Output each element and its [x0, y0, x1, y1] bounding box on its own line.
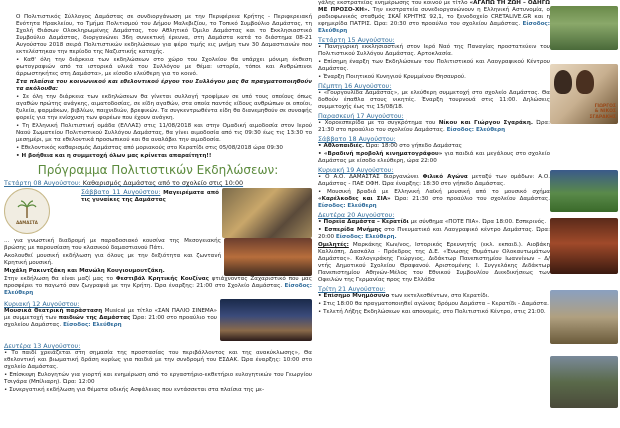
campaign-details: Την εκστρατεία συνεδιοργανώνουν η Ελληνική Αστυνομία, ο ραδιοφωνικός σταθμός ΣΚΑΪ ΚΡΗΤΗΣ 92,1, το ξενοδοχείο CRETALIVE.GR και η εφημερίδα ΠΑΤΡΙΣ. Ώρα: 20:30 στο προαύλιο του σχολείου Δαμάστας. — [318, 7, 550, 27]
march-photo — [550, 290, 618, 344]
day-15-bullet3: • Έναρξη Ποιητικού Κυνηγιού Κρυμμένου Θησαυρού. — [318, 74, 466, 80]
day-19-match: Φιλικό Αγώνα — [422, 174, 468, 180]
day-title-08 — [4, 179, 312, 187]
middle-column — [318, 0, 550, 428]
day-19-time: Ώρα: 21:30 στο προαύλιο του σχολείου Δαμάστας. — [394, 196, 550, 202]
day-11-title-line — [81, 188, 219, 204]
day-20-bullet1 — [318, 219, 550, 226]
day-12-children: παιδιών της Δαμάστας — [58, 315, 131, 321]
bullet-help-needed: • Η βοήθεια και η συμμετοχή όλων μας κρίνεται απαραίτητη!! — [16, 153, 212, 159]
day-21-bullet2: • Στις 18:00 θα πραγματοποιηθεί αγώνας δρόμου Δαμάστα – Κερατίδι - Δαμάστα. — [318, 301, 549, 307]
program-title: Πρόγραμμα Πολιτιστικών Εκδηλώσεων: — [37, 163, 279, 177]
right-photo-column — [550, 0, 620, 428]
poster-line-2: & ΝΙΚΟΣ — [594, 109, 616, 114]
day-19-match-text: μεταξύ των ομάδων: Α.Ο. Δαμάστας - ΠΑΕ ΟΦΗ. Ώρα έναρξης: 18:30 στο γήπεδο Δαμάστας. — [318, 174, 550, 187]
day-12-entry: Είσοδος: Ελεύθερη — [63, 322, 122, 328]
day-21-memorial-text: των εκτελεσθέντων, στο Κερατίδι. — [391, 293, 490, 299]
day-20-march: • Πορεία Δαμάστα – Κερατίδι — [318, 219, 409, 225]
day-11-bold: Μαγειρέματα από τις γυναίκες της Δαμάστας — [81, 190, 220, 203]
day-11-text-row — [4, 238, 312, 276]
theatre-photo — [220, 299, 312, 341]
day-title-11: Σάββατο 11 Αυγούστου: — [81, 188, 161, 196]
musicians-photo — [224, 238, 312, 276]
day-11-entry: Είσοδος: Ελεύθερη — [4, 283, 312, 296]
day-17-text — [318, 120, 550, 134]
social-work-heading: Στα πλαίσια του κοινωνικού και εθελοντικού έργου του Συλλόγου μας θα πραγματοποιηθούν τα ακόλουθα: — [16, 79, 312, 92]
day-20-memorial: • Εσπερίδα Μνήμης — [318, 227, 382, 233]
day-title-08-label: Τετάρτη 08 Αυγούστου: — [4, 179, 81, 187]
day-20-speakers — [318, 242, 550, 284]
festival-text: φτιάχνοντας Ζαχαριστικό που μας προσφέρει το παγωτό σαν ζωγραφιά με την Κρήτη. Ώρα έναρξης: 21:00 στο Σχολείο Δαμάστας. — [4, 276, 312, 289]
day-13-bullet2: • Επίσκεψη Ευλογητών για γιορτή και ενημέρωση από το εργαστήριο-εκθετήριο ευλογητικών του Γεωργίου Τσιγάρα (Μπίλιαρη). Ώρα: 12:00 — [4, 372, 312, 385]
day-title-21: Τρίτη 21 Αυγούστου: — [318, 285, 386, 293]
speakers-list: Μαρκάκης Κων/νος, Ιστορικός Ερευνητής (εκλ. εκπαιδ.). Αιοβάκη Καλλιόπη, Δασκάλα · Πρόεδρος της Δ.Ε. «Ένωσης Θυμάτων Ολοκαυτωμάτων Δαμάστας». Καλογεράκης Γεώργιος, Διδάκτωρ Πανεπιστημίου Ιωαννίνων – Δ/ντής Δημοτικού Σχολείου Θραψανού. Αριστομένης Ι. Συγγελάκης Διδάκτωρ Πανεπιστημίου Αθηνών-Μέλος του Εθνικού Συμβουλίου Διεκδικήσεως των Οφειλών της Γερμανίας προς την Ελλάδα — [318, 242, 550, 283]
left-column — [4, 0, 312, 428]
festival-name: Φεστιβάλ Κρητικής Κουζίνας — [115, 276, 209, 282]
speakers-label: Ομιλητές: — [318, 242, 349, 248]
day-11-text: ... για γνωστική διαδρομή με παραδοσιακό κουσίνα της Μεσογειακής βρώσης με παρουσίαση του κλασικού δαμαστιανού Πάτι. — [4, 238, 221, 251]
association-logo — [4, 188, 50, 234]
musician-portrait-1 — [554, 70, 572, 94]
day-18-cinema-text: για παιδιά και μεγάλους στο σχολείο Δαμάστας με είσοδο ελεύθερη, ώρα 22:00 — [318, 151, 550, 164]
band-poster — [550, 64, 618, 124]
day-19-bullet2 — [318, 189, 550, 210]
day-19-bullet1 — [318, 174, 550, 188]
day-title-17: Παρασκευή 17 Αυγούστου: — [318, 112, 404, 120]
day-20-bullet2 — [318, 227, 550, 241]
day-title-19: Κυριακή 19 Αυγούστου: — [318, 166, 394, 174]
day-17-entry: Είσοδος: Ελεύθερη — [446, 127, 506, 133]
day-16-text: • «Γουργουλίδα Δαμάστας», με ελεύθερη συμμετοχή στο σχολείο Δαμάστας. Θα δοθούν έπαθλα στους νικητές. Έναρξη τουρνουά στις 11:00. Δηλώσεις συμμετοχής έως τις 15/08/18. — [318, 90, 550, 110]
day-18-bullet2 — [318, 151, 550, 165]
day-19-org: • Ο Α.Ο. ΔΑΜΑΣΤΑΣ διοργανώνει — [318, 174, 419, 180]
day-11-block — [4, 188, 312, 238]
campaign-entry: Είσοδος: Ελεύθερη — [318, 21, 550, 34]
bullet-cleanup: • Εθελοντικός καθαρισμός Δαμάστας από μοριακούς στο Κερατίδι στις 05/08/2018 ώρα 09:30 — [16, 145, 283, 151]
memorial-photo — [550, 356, 618, 408]
day-17-intro: • Χοροεσπερίδα με το συγκρότημα του — [318, 120, 436, 126]
day-11-musicians: Μιχάλη Ρακιντζάκη και Μανώλη Κουγιουμουτζάκη. — [4, 268, 165, 274]
day-11-text2: Ακολουθεί μουσική εκδήλωση για όλους με την δεξιότητα και ζωντανή Κρητική μουσική. — [4, 253, 221, 266]
poster-line-3: ΣΓΑΡΑΚΗΣ — [589, 114, 616, 120]
festival-intro: Στην εκδήλωση θα είναι μαζί μας το — [4, 276, 114, 282]
day-18-cinema: • «Βραδινή προβολή κινηματογράφου» — [318, 151, 443, 157]
poster-title — [589, 104, 616, 121]
football-photo — [550, 170, 618, 212]
day-12-block — [4, 299, 312, 341]
day-20-march-text: με σύνθημα «ΠΟΤΕ ΠΙΑ». Ώρα 18:00. Εσπερινός. — [410, 219, 547, 225]
day-title-13: Δευτέρα 13 Αυγούστου: — [4, 342, 81, 350]
palm-tree-icon — [16, 198, 38, 220]
day-17-time: Ώρα: 21:30 στο προαύλιο του σχολείου Δαμάστας. — [318, 120, 550, 133]
poster-line-1: ΓΙΩΡΓΟΣ — [594, 103, 616, 109]
day-19-music: • Μουσική βραδιά με Ελληνική Λαϊκή μουσική από το μουσικό σχήμα — [318, 189, 550, 195]
day-title-20: Δευτέρα 20 Αυγούστου: — [318, 211, 395, 219]
day-13-bullet1: • Το παιδί χρειάζεται στη σημασία της προστασίας του περιβάλλοντος και της ανακύκλωσης», Θα εθελοντική και βιωματική δράση κυρίως για παιδιά με την συνδρομή του ΕΣΔΑΚ. Ώρα έναρξης: 10:00 στο σχολείο Δαμάστας. — [4, 350, 312, 370]
day-13-bullet3: • Συνεργατική εκδήλωση για θέματα οδικής Ασφάλειας που εντάσσεται στα πλαίσια της με- — [4, 387, 265, 393]
day-17-band: Νίκου και Γιώργου Σγαράκη. — [438, 120, 533, 126]
music-night-photo — [550, 218, 618, 274]
day-21-bullet3: • Τελετή Λήξης Εκδηλώσεων και απονομές, στο Πολιτιστικό Κέντρο, στις 21:00. — [318, 309, 546, 315]
day-12-musical: Musical με τίτλο «ΣΑΝ ΠΑΛΙΟ ΣΙΝΕΜΑ» με συμμετοχή των — [4, 308, 217, 321]
day-12-bold: Μουσικά Θεατρική παράσταση — [4, 308, 103, 314]
day-12-time: Ώρα: 21:00 στο προαύλιο του σχολείου Δαμάστας. — [4, 315, 218, 328]
day-title-16: Πέμπτη 16 Αυγούστου: — [318, 82, 392, 90]
musician-portrait-2 — [576, 70, 594, 94]
day-18-bullet1 — [318, 143, 550, 150]
day-title-15: Τετάρτη 15 Αυγούστου: — [318, 36, 395, 44]
campaign-title: «ΑΓΑΠΩ ΤΗ ΖΩΗ – ΟΔΗΓΩ ΜΕ ΠΡΟΣΟ-ΧΗ». — [318, 0, 550, 13]
campaign-paragraph — [318, 0, 550, 35]
intro-paragraph: Ο Πολιτιστικός Σύλλογος Δαμάστας σε συνδιοργάνωση με την Περιφέρεια Κρήτης - Περιφερειακή Ενότητα Ηρακλείου, το Τμήμα Πολιτισμού του Δήμου Μαλεβιζίου, το Τοπικό Συμβούλιο Δαμάστας, τη Σχολή Θιάσων Ολοκληρωμένης Δαμάστας, τον Αθλητικό Όμιλο Δαμάστας και το Εκκλησιαστικό Συμβούλιο Δαμάστας, διοργανώνει 36η συνεκτική έρευνα, στη Δαμάστα κατά το διάστημα 08-21 Αυγούστου 2018 σειρά Πολιτιστικών εκδηλώσεων για φέρο τιμής εις μνήμη των 30 Δαμαστιανών που εκτελέστηκαν την περίοδο της Ναζιστικής κατοχής. — [16, 14, 312, 55]
campaign-intro: γάλης εκστρατείας ενημέρωσης του κοινού με τίτλο — [318, 0, 468, 6]
women-cooking-photo — [222, 188, 312, 238]
day-21-memorial: • Επίσημο Μνημόσυνο — [318, 293, 390, 299]
day-15-bullet1: • Πανηγυρική εκκλησιαστική στον Ιερό Ναό της Παναγίας προστατεύειν του Πολιτιστικού Συλλόγου Δαμάστας. Αρτοκλασία. — [318, 44, 550, 57]
logo-text: ΔΑΜΑΣΤΑ — [16, 219, 38, 225]
day-20-entry: Είσοδος: Ελεύθερη. — [335, 234, 397, 240]
day-12-text — [4, 308, 217, 329]
day-08-text: Καθαρισμός Δαμάστας από το σχολείο στις 10:00 — [82, 179, 244, 187]
day-18-sports-time: Ώρα: 18:00 στο γήπεδο Δαμάστας — [365, 143, 462, 149]
logo-area — [4, 188, 78, 238]
day-19-entry: Είσοδος: Ελεύθερη — [318, 203, 377, 209]
intro-section — [4, 0, 312, 160]
day-11-festival-line — [4, 276, 312, 297]
bullet-collection: • Σε όλη την διάρκεια των εκδηλώσεων θα γίνεται συλλογή τροφίμων σε υπό τους οποίους όπως αγαθών πρώτης ανάγκης, αιματοδοσίας, σε είδη αγαθών, στα οποία παντός είδους ανθρώπων οι οποίοι, ξυλεία, φαρμάκων, βιβλίων, παιχνιδιών, βρεφικών. Τα συγκεντρωθέντα είδη θα διανεμηθούν σε συναφής φορείς για την ενίσχυση των φορέων που έχουν ανάγκη. — [16, 94, 312, 121]
day-title-18: Σάββατο 18 Αυγούστου: — [318, 135, 396, 143]
day-title-12: Κυριακή 12 Αυγούστου: — [4, 300, 80, 308]
day-21-bullet1 — [318, 293, 550, 300]
landscape-photo — [550, 6, 618, 50]
day-19-band: «Καρέλκοδες και ΣΙΑ» — [318, 196, 391, 202]
exhibition-paragraph: • Καθ' όλη την διάρκεια των εκδηλώσεων στο χώρο του Σχολείου θα υπάρχει μόνιμη έκθεση φωτογραφιών από τα ιστορικά υλικά του Συλλόγου με θέμα: ιστορία, τόποι και Ανθρώπινοι άρρωστηκήτες στη Δαμάστα», με είσοδο ελεύθερη για το κοινό. — [16, 57, 312, 77]
day-18-sports: • Αθλοπαιδιές. — [318, 143, 365, 149]
bullet-blood-donation: • Τη Ελληνική Πολιτιστική ομάδα (ΕΛΛΑΣ) στις 11/08/2018 και στην Ομαδική αιμοδοσία στον Ιερού Ναού Σωματείου Πολιτιστικού Συλλόγου Δαμάστας, θα γίνει αιμοδοσία από τις 09:30 έως τις 13:30 το μεσημέρι, με τα εθελοντικά προσωπικού και θα αναλάβει την αιμοδοσία. — [16, 123, 312, 143]
day-20-memorial-text: στο Πνευματικό και Λαογραφικό κέντρο Δαμάστας. Ώρα: 20:00 — [318, 227, 550, 240]
day-15-bullet2: • Επίσημη έναρξη των Εκδηλώσεων του Πολιτιστικού και Λαογραφικού Κέντρου Δαμάστας. — [318, 59, 550, 72]
